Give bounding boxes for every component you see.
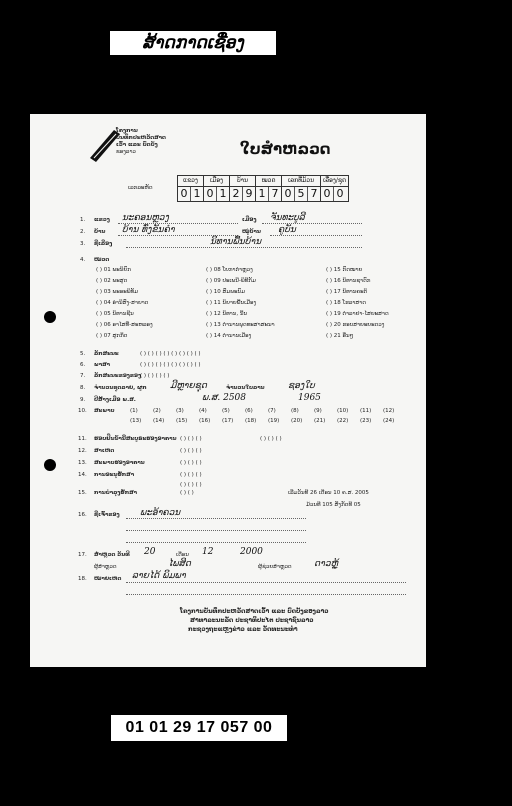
province-value: ນະຄອນຫຼວງ bbox=[122, 213, 169, 223]
assistant-label: ຜູ້ຊ່ວຍສຳຫຼວດ bbox=[258, 564, 292, 570]
year-ce-value: 1965 bbox=[298, 393, 321, 403]
category-option: ( ) 05 ນິທານຊີນ bbox=[96, 311, 134, 317]
district-value: ຈັນທະບູລີ bbox=[270, 213, 305, 223]
condition-option: (11) bbox=[360, 408, 372, 414]
condition-option: (24) bbox=[383, 418, 395, 424]
bundle-count-label: ຈຳນວນຊຸດລາຍ, ຜູກ bbox=[94, 385, 147, 391]
cause-label: ສາເຫດ bbox=[94, 448, 115, 454]
category-option: ( ) 08 ໂຍກາກຳຫຼວງ bbox=[206, 267, 253, 273]
condition-option: (1) bbox=[130, 408, 138, 414]
owner-label: ຊື່ເຈົ້າຂອງ bbox=[94, 512, 120, 518]
code-digit: 5 bbox=[295, 187, 308, 201]
code-digit: 0 bbox=[282, 187, 295, 201]
storage-label: ຮອບຢືນນໍ້ານີ້ສະບູຣະຮອງອາຄານ bbox=[94, 436, 177, 442]
condition-option: (18) bbox=[245, 418, 257, 424]
category-option: ( ) 21 ອື່ນໆ bbox=[326, 333, 354, 339]
category-option: ( ) 02 ພະສູດ bbox=[96, 278, 128, 284]
category-option: ( ) 18 ໂຮລາສາດ bbox=[326, 300, 366, 306]
code-digit: 1 bbox=[256, 187, 269, 201]
condition-option: (9) bbox=[314, 408, 322, 414]
org-line: ເວົ້າ ແລະ ບົດບັງ bbox=[116, 142, 158, 148]
condition-option: (4) bbox=[199, 408, 207, 414]
category-option: ( ) 15 ກົດໝາຍ bbox=[326, 267, 363, 273]
category-option: ( ) 07 ສູກກຶດ bbox=[96, 333, 128, 339]
year-label: ປີສ້າງເມືອ ພ.ສ. bbox=[94, 397, 136, 403]
owner-value: ພະອ້າຄວນ bbox=[140, 508, 181, 518]
org-line: ຂອງລາວ bbox=[116, 149, 136, 155]
category-option: ( ) 20 ຮອບສາຍະຍະດວງ bbox=[326, 322, 385, 328]
code-group-head: ແຂວງ bbox=[178, 176, 203, 187]
condition-option: (17) bbox=[222, 418, 234, 424]
condition-option: (12) bbox=[383, 408, 395, 414]
category-option: ( ) 11 ນິຍາຍພື້ນເມືອງ bbox=[206, 300, 257, 306]
bundle-count-value: ມີຫຼາຍຊຸດ bbox=[170, 381, 207, 391]
title-value: ນິທານພື້ນບ້ານ bbox=[210, 237, 262, 247]
remarks-label: ໝາຍເຫດ bbox=[94, 576, 122, 582]
code-grid bbox=[177, 175, 348, 202]
code-digit: 0 bbox=[204, 187, 217, 201]
remarks-value: ລາຍໄດ້ ພິມພາ bbox=[132, 571, 186, 581]
condition-option: (10) bbox=[337, 408, 349, 414]
condition-option: (2) bbox=[153, 408, 161, 414]
roll-number: ມ້ວນທີ 105 ສັງກັດທີ 05 bbox=[306, 502, 361, 508]
hamlet-label: ໝູ່ບ້ານ bbox=[242, 229, 261, 235]
condition-option: (22) bbox=[337, 418, 349, 424]
village-label: ບ້ານ bbox=[94, 229, 106, 235]
code-group-head: ເມືອງ bbox=[204, 176, 229, 187]
code-label: ເລກລະຫັດ bbox=[128, 185, 153, 191]
start-date: ເລີ່ມວັນທີ 26 ເດືອນ 10 ຄ.ສ. 2005 bbox=[288, 490, 369, 496]
form-title: ໃບສຳຫລວດ bbox=[240, 140, 331, 158]
category-option: ( ) 14 ຕຳນານເມືອງ bbox=[206, 333, 252, 339]
condition-option: (13) bbox=[130, 418, 142, 424]
folder-label: ສ້າດກາດເຊື່ອງ bbox=[110, 31, 276, 55]
code-digit: 9 bbox=[245, 187, 253, 200]
type-label: ລັກສະນະ bbox=[94, 351, 119, 357]
condition-option: (16) bbox=[199, 418, 211, 424]
org-line: ບັນທຶກປະຫວັດສາດ bbox=[116, 135, 166, 141]
code-digit: 1 bbox=[193, 187, 201, 200]
code-digit: 0 bbox=[178, 187, 191, 201]
condition-option: (3) bbox=[176, 408, 184, 414]
code-group bbox=[203, 175, 230, 202]
category-option: ( ) 17 ນິທານຄະຕິ bbox=[326, 289, 368, 295]
condition-option: (20) bbox=[291, 418, 303, 424]
condition-option: (8) bbox=[291, 408, 299, 414]
category-option: ( ) 12 ນິທານ, ນິ້ນ bbox=[206, 311, 248, 317]
village-value: ບ້ານ ທົ່ງຂັນຄຳ bbox=[122, 225, 175, 235]
survey-month: 12 bbox=[202, 547, 214, 557]
year-be-value: ພ.ສ. 2508 bbox=[202, 393, 246, 403]
leaf-count-label: ຈຳນວນໃບລານ bbox=[226, 385, 265, 391]
code-digit: 1 bbox=[219, 187, 227, 200]
leaf-count-value: ຊອງໃບ bbox=[288, 381, 315, 391]
footer-line: ໂຄງການບັນທຶກປະຫວັດສາດເວົ້າ ແລະ ບົດບັງຂອງລາວ bbox=[180, 608, 329, 615]
condition-option: (21) bbox=[314, 418, 326, 424]
code-group-head: ເລື່ອງ/ຊຸດ bbox=[321, 176, 348, 187]
condition-label: ສະພາບ bbox=[94, 408, 115, 414]
code-group bbox=[229, 175, 256, 202]
language-label: ພາສາ bbox=[94, 362, 111, 368]
code-group-head: ເລກທີ່ມ້ວນ bbox=[282, 176, 320, 187]
punch-hole bbox=[44, 459, 56, 471]
assistant-value: ດາວຫຼູ້ bbox=[314, 559, 338, 569]
condition-option: (7) bbox=[268, 408, 276, 414]
code-group bbox=[177, 175, 204, 202]
province-label: ແຂວງ bbox=[94, 217, 110, 223]
title-label: ຊື່ເລື່ອງ bbox=[94, 241, 113, 247]
footer-line: ກະຊວງຖະແຫຼງຂ່າວ ແລະ ວັດທະນະທຳ bbox=[188, 626, 298, 633]
punch-hole bbox=[44, 311, 56, 323]
category-option: ( ) 06 ອາໄສທີ່-ສະຫລອງ bbox=[96, 322, 153, 328]
condition-option: (5) bbox=[222, 408, 230, 414]
reference-label: 01 01 29 17 057 00 bbox=[111, 715, 287, 741]
condition-option: (23) bbox=[360, 418, 372, 424]
condition-option: (14) bbox=[153, 418, 165, 424]
category-option: ( ) 09 ປະເພນີ-ພິທີກັມ bbox=[206, 278, 256, 284]
code-digit: 7 bbox=[271, 187, 279, 200]
category-option: ( ) 10 ສົມພະນົມ bbox=[206, 289, 245, 295]
category-option: ( ) 01 ພະນິຍົກ bbox=[96, 267, 131, 273]
org-line: ໂຄງການ bbox=[116, 128, 138, 134]
surveyor-value: ໄພສິດ bbox=[168, 559, 191, 569]
category-option: ( ) 03 ພະອະພິທັມ bbox=[96, 289, 138, 295]
survey-year: 2000 bbox=[240, 547, 263, 557]
code-group-head: ບ້ານ bbox=[230, 176, 255, 187]
code-group bbox=[281, 175, 321, 202]
category-option: ( ) 04 ອຳນິສົງ-ສາຍາດ bbox=[96, 300, 149, 306]
category-heading: ໝວດ bbox=[94, 257, 110, 263]
building-label: ສະພາບຮອງອາຄານ bbox=[94, 460, 145, 466]
condition-option: (6) bbox=[245, 408, 253, 414]
category-option: ( ) 13 ຕຳນານພຸດທະສາສະນາ bbox=[206, 322, 275, 328]
code-digit: 2 bbox=[230, 187, 243, 201]
survey-date-label: ສຳຫຼວດ ວັນທີ bbox=[94, 552, 130, 558]
category-option: ( ) 16 ນິທານຊາດົກ bbox=[326, 278, 371, 284]
maintenance-label: ການບຳລຸງຮັກສາ bbox=[94, 490, 137, 496]
category-option: ( ) 19 ຕຳລາຢາ-ໄສຍະສາດ bbox=[326, 311, 389, 317]
code-digit: 0 bbox=[336, 187, 344, 200]
survey-form: ໂຄງການ ບັນທຶກປະຫວັດສາດ ເວົ້າ ແລະ ບົດບັງ ຂອງລາວ ໃບສຳຫລວດ ເລກລະຫັດ ແຂວງ 0 1 ເມືອງ 0 1 ບ້ານ 2 9 ໝວດ 1 7 ເລກທີ່ມ້ວນ 0 5 7 ເລື່ອງ/ຊຸດ 0 0 1. ແຂວງ ນະຄອນຫຼວງ ເມືອງ ຈັນທະບູລີ 2. ບ້ານ ບ້ານ ທົ່ງຂັນຄຳ ໝູ່ບ້ານ ຄູບັນ 3. ຊື່ເລື່ອງ ນິທານພື້ນບ້ານ 4. ໝວດ ( ) 01 ພະນິຍົກ ( ) 08 ໂຍກາກຳຫຼວງ ( ) 15 ກົດໝາຍ ( ) 02 ພະສູດ ( ) 09 ປະເພນີ-ພິທີກັມ ( ) 16 ນິທານຊາດົກ ( ) 03 ພະອະພິທັມ ( ) 10 ສົມພະນົມ ( ) 17 ນິທານຄະຕິ ( ) 04 ອຳນິສົງ-ສາຍາດ ( ) 11 ນິຍາຍພື້ນເມືອງ ( ) 18 ໂຮລາສາດ ( ) 05 ນິທານຊີນ ( ) 12 ນິທານ, ນິ້ນ ( ) 19 ຕຳລາຢາ-ໄສຍະສາດ ( ) 06 ອາໄສທີ່-ສະຫລອງ ( ) 13 ຕຳນານພຸດທະສາສະນາ ( ) 20 ຮອບສາຍະຍະດວງ ( ) 07 ສູກກຶດ ( ) 14 ຕຳນານເມືອງ ( ) 21 ອື່ນໆ 5. ລັກສະນະ 6. ພາສາ 7. ລັກສະນະຂອງຂອງ ( ) ( ) ( ) ( ) ( ) ( ) ( ) ( ) ( ) ( ) ( ) ( ) ( ) ( ) ( ) ( ) ( ) ( ) ( ) ( ) 8. ຈຳນວນຊຸດລາຍ, ຜູກ ມີຫຼາຍຊຸດ ຈຳນວນໃບລານ ຊອງໃບ 9. ປີສ້າງເມືອ ພ.ສ. ພ.ສ. 2508 1965 10. ສະພາບ (1) (2) (3) (4) (5) (6) (7) (8) (9) (10) (11) (12) (13) (14) (15) (16) (17) (18) (19) (20) (21) (22) (23) (24) 11. ຮອບຢືນນໍ້ານີ້ສະບູຣະຮອງອາຄານ 12. ສາເຫດ 13. ສະພາບຮອງອາຄານ 14. ການອະນຸຮັກສາ 15. ການບຳລຸງຮັກສາ ( ) ( ) ( ) ( ) ( ) ( ) ( ) ( ) ( ) ( ) ( ) ( ) ( ) ( ) ( ) ( ) ( ) ( ) ( ) ( ) ເລີ່ມວັນທີ 26 ເດືອນ 10 ຄ.ສ. 2005 ມ້ວນທີ 105 ສັງກັດທີ 05 16. ຊື່ເຈົ້າຂອງ ພະອ້າຄວນ 17. ສຳຫຼວດ ວັນທີ 20 ເດືອນ 12 2000 ຜູ້ສຳຫຼວດ ໄພສິດ ຜູ້ຊ່ວຍສຳຫຼວດ ດາວຫຼູ້ 18. ໝາຍເຫດ ລາຍໄດ້ ພິມພາ ໂຄງການບັນທຶກປະຫວັດສາດເວົ້າ ແລະ ບົດບັງຂອງລາວ ສາທາລະນະລັດ ປະຊາທິປະໄຕ ປະຊາຊົນລາວ ກະຊວງຖະແຫຼງຂ່າວ ແລະ ວັດທະນະທຳ bbox=[30, 114, 426, 667]
condition-option: (15) bbox=[176, 418, 188, 424]
material-label: ລັກສະນະຂອງຂອງ bbox=[94, 373, 142, 379]
code-group-head: ໝວດ bbox=[256, 176, 281, 187]
code-group bbox=[320, 175, 349, 202]
footer-line: ສາທາລະນະລັດ ປະຊາທິປະໄຕ ປະຊາຊົນລາວ bbox=[190, 617, 314, 624]
code-digit: 0 bbox=[321, 187, 334, 201]
hamlet-value: ຄູບັນ bbox=[278, 225, 296, 235]
conservation-label: ການອະນຸຮັກສາ bbox=[94, 472, 135, 478]
code-digit: 7 bbox=[310, 187, 318, 200]
survey-day: 20 bbox=[144, 547, 156, 557]
month-label: ເດືອນ bbox=[176, 552, 189, 558]
condition-option: (19) bbox=[268, 418, 280, 424]
surveyor-label: ຜູ້ສຳຫຼວດ bbox=[94, 564, 117, 570]
code-group bbox=[255, 175, 282, 202]
district-label: ເມືອງ bbox=[242, 217, 257, 223]
